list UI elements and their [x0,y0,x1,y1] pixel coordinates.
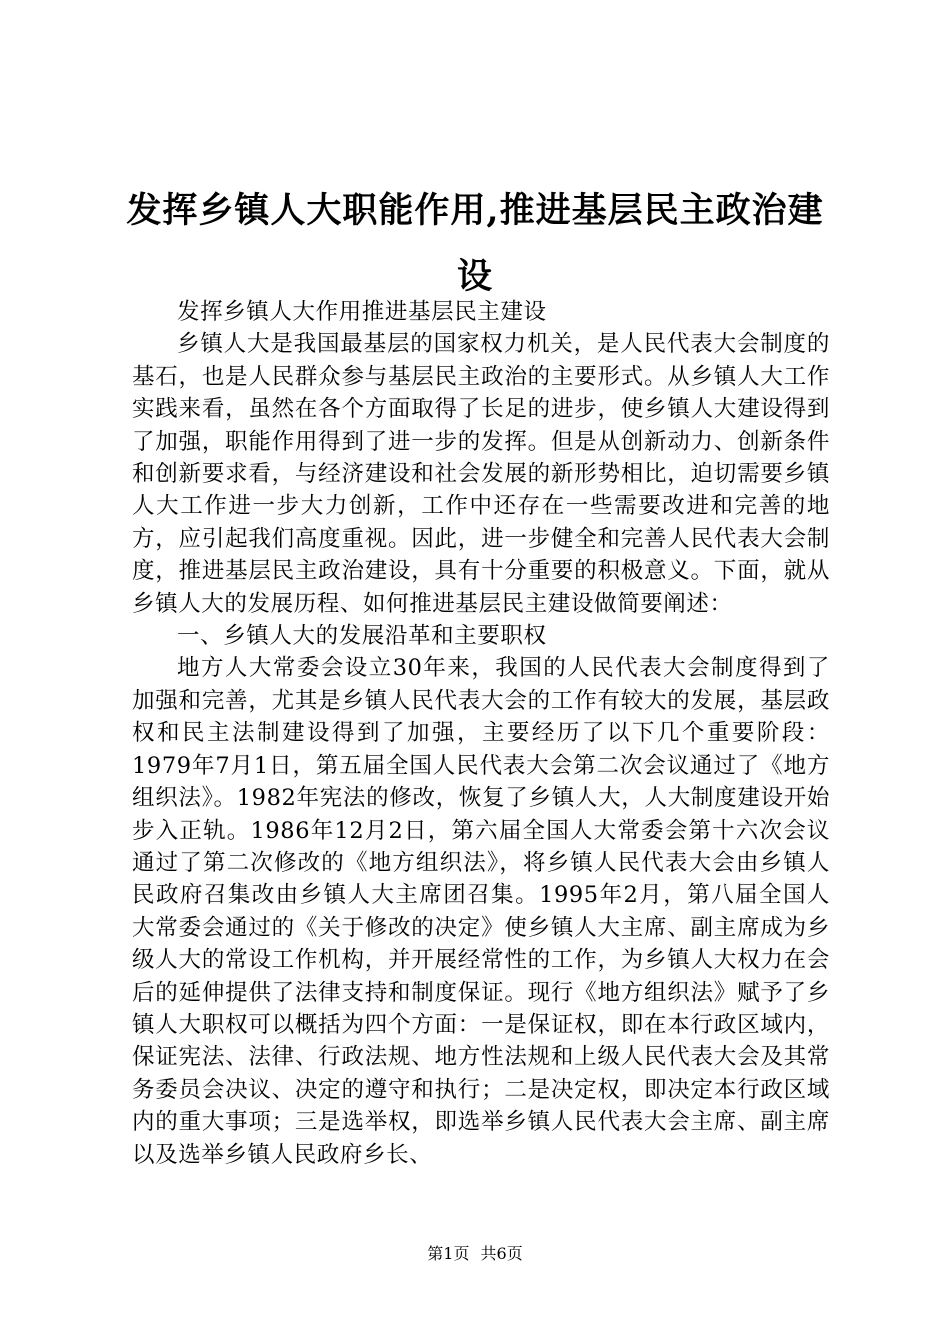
page-total: 共6页 [480,1244,523,1263]
document-body [132,296,830,1171]
page-number: 第1页 [427,1244,470,1263]
page-footer [0,1243,950,1265]
intro-paragraph: 乡镇人大是我国最基层的国家权力机关，是人民代表大会制度的基石，也是人民群众参与基层民主政治的主要形式。从乡镇人大工作实践来看，虽然在各个方面取得了长足的进步，使乡镇人大建设得到了加强，职能作用得到了进一步的发挥。但是从创新动力、创新条件和创新要求看，与经济建设和社会发展的新形势相比，迫切需要乡镇人大工作进一步大力创新，工作中还存在一些需要改进和完善的地方，应引起我们高度重视。因此，进一步健全和完善人民代表大会制度，推进基层民主政治建设，具有十分重要的积极意义。下面，就从乡镇人大的发展历程、如何推进基层民主建设做简要阐述： [132,331,830,617]
history-paragraph: 地方人大常委会设立30年来，我国的人民代表大会制度得到了加强和完善，尤其是乡镇人民代表大会的工作有较大的发展，基层政权和民主法制建设得到了加强，主要经历了以下几个重要阶段：1979年7月1日，第五届全国人民代表大会第二次会议通过了《地方组织法》。1982年宪法的修改，恢复了乡镇人大，人大制度建设开始步入正轨。1986年12月2日，第六届全国人大常委会第十六次会议通过了第二次修改的《地方组织法》，将乡镇人民代表大会由乡镇人民政府召集改由乡镇人大主席团召集。1995年2月，第八届全国人大常委会通过的《关于修改的决定》使乡镇人大主席、副主席成为乡级人大的常设工作机构，并开展经常性的工作，为乡镇人大权力在会后的延伸提供了法律支持和制度保证。现行《地方组织法》赋予了乡镇人大职权可以概括为四个方面：一是保证权，即在本行政区域内，保证宪法、法律、行政法规、地方性法规和上级人民代表大会及其常务委员会决议、决定的遵守和执行；二是决定权，即决定本行政区域内的重大事项；三是选举权，即选举乡镇人民代表大会主席、副主席以及选举乡镇人民政府乡长、 [132,655,830,1168]
section-heading: 一、乡镇人大的发展沿革和主要职权 [177,623,547,650]
subtitle-paragraph: 发挥乡镇人大作用推进基层民主建设 [177,299,547,325]
document-title: 发挥乡镇人大职能作用,推进基层民主政治建设 [126,190,824,297]
